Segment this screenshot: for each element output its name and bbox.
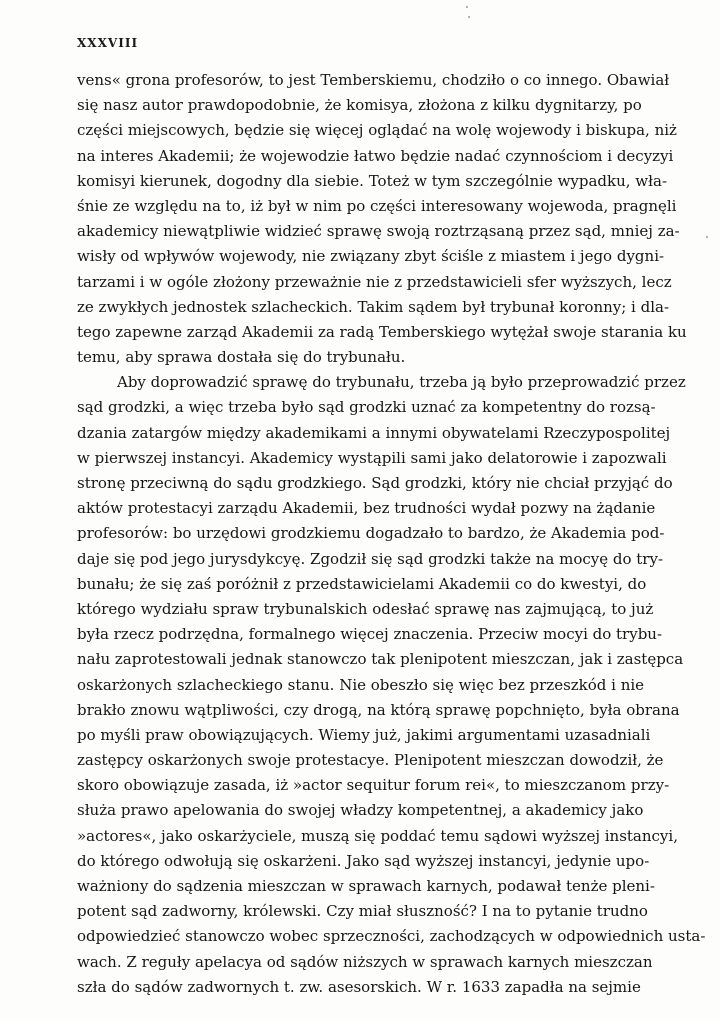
text-line: skoro obowiązuje zasada, iż »actor sequitur forum rei«, to mieszczanom przy- xyxy=(77,776,670,795)
paragraph-end-line: temu, aby sprawa dostała się do trybunału. xyxy=(77,348,406,367)
text-line: na interes Akademii; że wojewodzie łatwo będzie nadać czynnościom i decyzyi xyxy=(77,146,674,165)
text-line: »actores«, jako oskarżyciele, muszą się poddać temu sądowi wyższej instancyi, xyxy=(77,826,678,845)
text-line: vens« grona profesorów, to jest Temberskiemu, chodziło o co innego. Obawiał xyxy=(77,71,670,89)
text-line: wach. Z reguły apelacya od sądów niższych w sprawach karnych mieszczan xyxy=(77,952,653,971)
page-number: XXXVIII xyxy=(77,36,139,50)
text-line: nału zaprotestowali jednak stanowczo tak plenipotent mieszczan, jak i zastępca xyxy=(77,650,684,669)
text-line: ze zwykłych jednostek szlacheckich. Takim sądem był trybunał koronny; i dla- xyxy=(77,297,670,316)
text-line: potent sąd zadworny, królewski. Czy miał słuszność? I na to pytanie trudno xyxy=(77,902,648,921)
text-line: śnie ze względu na to, iż był w nim po części interesowany wojewoda, pragnęli xyxy=(77,196,677,215)
text-line: tego zapewne zarząd Akademii za radą Temberskiego wytężał swoje starania ku xyxy=(77,322,687,341)
text-line: brakło znowu wątpliwości, czy drogą, na którą sprawę popchnięto, była obrana xyxy=(77,700,680,719)
scan-speck xyxy=(706,236,708,238)
text-line: dzania zatargów między akademikami a innymi obywatelami Rzeczypospolitej xyxy=(77,423,671,442)
text-line: ważniony do sądzenia mieszczan w sprawach karnych, podawał tenże pleni- xyxy=(77,877,655,895)
text-line: komisyi kierunek, dogodny dla siebie. Toteż w tym szczególnie wypadku, wła- xyxy=(77,171,668,190)
text-line: wisły od wpływów wojewody, nie związany zbyt ściśle z miastem i jego dygni- xyxy=(77,247,665,266)
text-line: części miejscowych, będzie się więcej oglądać na wolę wojewody i biskupa, niż xyxy=(77,121,677,140)
text-line: była rzecz podrzędna, formalnego więcej znaczenia. Przeciw mocyi do trybu- xyxy=(77,625,663,644)
text-line: oskarżonych szlacheckiego stanu. Nie obeszło się więc bez przeszkód i nie xyxy=(77,675,645,694)
text-line: profesorów: bo urzędowi grodzkiemu dogadzało to bardzo, że Akademia pod- xyxy=(77,524,665,543)
text-line: zastępcy oskarżonych swoje protestacye. Plenipotent mieszczan dowodził, że xyxy=(77,751,664,770)
text-line: po myśli praw obowiązujących. Wiemy już, jakimi argumentami uzasadniali xyxy=(77,725,651,744)
text-line: którego wydziału spraw trybunalskich odesłać sprawę nas zajmującą, to już xyxy=(77,599,654,618)
text-line: bunału; że się zaś poróżnił z przedstawicielami Akademii co do kwestyi, do xyxy=(77,574,647,593)
text-line: sąd grodzki, a więc trzeba było sąd grodzki uznać za kompetentny do rozsą- xyxy=(77,398,656,417)
text-line: tarzami i w ogóle złożony przeważnie nie z przedstawicieli sfer wyższych, lecz xyxy=(77,272,672,291)
text-line: się nasz autor prawdopodobnie, że komisya, złożona z kilku dygnitarzy, po xyxy=(77,96,642,115)
scan-speck xyxy=(466,6,468,8)
text-line: służa prawo apelowania do swojej władzy kompetentnej, a akademicy jako xyxy=(77,801,644,820)
scan-speck xyxy=(468,16,470,18)
text-line: aktów protestacyi zarządu Akademii, bez trudności wydał pozwy na żądanie xyxy=(77,499,656,518)
text-line: odpowiedzieć stanowczo wobec sprzeczności, zachodzących w odpowiednich usta- xyxy=(77,927,706,946)
text-line: w pierwszej instancyi. Akademicy wystąpili sami jako delatorowie i zapozwali xyxy=(77,448,667,467)
text-line: daje się pod jego jurysdykcyę. Zgodził się sąd grodzki także na mocyę do try- xyxy=(77,549,664,568)
paragraph-start-line: Aby doprowadzić sprawę do trybunału, trzeba ją było przeprowadzić przez xyxy=(117,373,686,392)
body-text xyxy=(77,68,706,1000)
text-line: stronę przeciwną do sądu grodzkiego. Sąd grodzki, który nie chciał przyjąć do xyxy=(77,474,673,492)
text-line: szła do sądów zadwornych t. zw. asesorskich. W r. 1633 zapadła na sejmie xyxy=(77,977,641,996)
text-line: do którego odwołują się oskarżeni. Jako sąd wyższej instancyi, jedynie upo- xyxy=(77,851,650,870)
text-line: akademicy niewątpliwie widzieć sprawę swoją roztrząsaną przez sąd, mniej za- xyxy=(77,222,680,241)
